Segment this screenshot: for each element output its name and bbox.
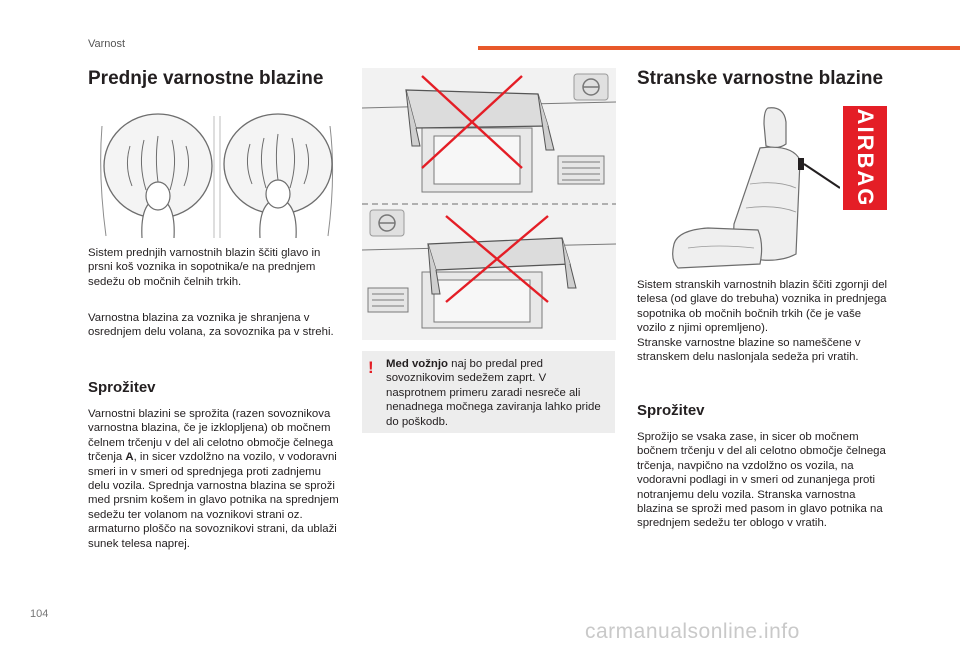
warning-exclamation-icon: !	[368, 358, 374, 377]
front-trigger-text: Varnostni blazini se sprožita (razen sovoznikova varnostna blazina, če je izklopljena) ob močnem čelnem trčenju v del ali celotno območje čelnega trčenja A, in sicer vzdolžno na vozilo, v vodoravni smeri in v smeri od sprednjega proti zadnjemu delu vozila. Sprednja varnostna blazina se sproži med prsnim košem in glavo potnika na sprednjem sedežu ter volanom na voznikovi strani oz. armaturno ploščo na sovoznikovi strani, da ublaži sunek telesa naprej.	[88, 408, 339, 550]
side-airbags-title: Stranske varnostne blazine	[637, 68, 884, 89]
warning-note-bold: Med vožnjo	[386, 358, 449, 370]
header-accent-rule	[478, 46, 960, 50]
steering-wheel-icon-top	[574, 74, 608, 100]
side-airbags-location: Stranske varnostne blazine so nameščene v stranskem delu naslonjala sedeža pri vratih.	[637, 337, 861, 364]
side-trigger-text: Sprožijo se vsaka zase, in sicer ob močnem bočnem trčenju v del ali celotno območje čelnega trčenja, navpično na vzdolžno os vozila, na vodoravni podlagi in v smeri od zunanjega proti notranjemu delu vozila. Stranska varnostna blazina se sproži med pasom in glavo potnika na sprednjem sedežu ter oblogo v vratih.	[637, 431, 886, 530]
watermark: carmanualsonline.info	[585, 620, 800, 643]
seat-side-airbag-illustration	[668, 104, 840, 270]
front-airbag-illustration	[88, 106, 344, 238]
front-airbags-intro: Sistem prednjih varnostnih blazin ščiti glavo in prsni koš voznika in sopotnika/e na prednjem sedežu ob močnih čelnih trkih.	[88, 247, 321, 288]
glovebox-warning-illustration	[362, 68, 616, 340]
side-trigger-title: Sprožitev	[637, 402, 705, 419]
side-airbags-intro: Sistem stranskih varnostnih blazin ščiti zgornji del telesa (od glave do trebuha) voznika in prednjega sopotnika ob močnih bočnih trkih (če je vaše vozilo z njimi opremljeno).	[637, 279, 888, 335]
warning-note-rest: naj bo predal pred sovoznikovim sedežem zaprt. V nasprotnem primeru zaradi nesreče ali nenadnega močnega zaviranja lahko pride do poškodb.	[386, 358, 601, 428]
airbag-badge	[843, 106, 887, 210]
warning-note-text	[386, 357, 608, 429]
airbag-badge-label: AIRBAG	[853, 108, 878, 208]
glovebox-warning-note	[362, 351, 615, 433]
page-number: 104	[30, 608, 49, 620]
side-airbag-module	[798, 158, 804, 170]
front-airbags-title: Prednje varnostne blazine	[88, 68, 324, 89]
steering-wheel-icon-bottom	[370, 210, 404, 236]
front-trigger-title: Sprožitev	[88, 379, 156, 396]
section-label: Varnost	[88, 38, 126, 50]
front-airbags-location: Varnostna blazina za voznika je shranjena v osrednjem delu volana, za sovoznika pa v strehi.	[88, 312, 334, 339]
